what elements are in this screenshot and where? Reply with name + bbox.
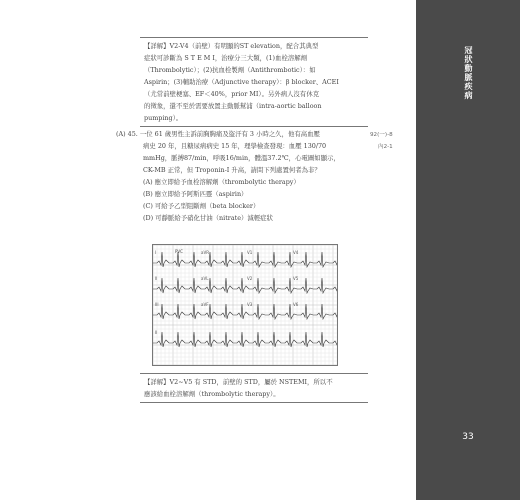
explanation-bottom-rule: [140, 126, 368, 127]
explanation-2-top-rule: [140, 373, 368, 374]
explanation-2: [144, 376, 333, 400]
exam-reference-2: 內2-1: [378, 144, 393, 150]
exam-reference: 92(一)-8: [370, 132, 393, 138]
ecg-lead-label: aVR: [201, 250, 209, 255]
option-b: (B) 應立即給予阿斯匹靈（aspirin）: [143, 190, 248, 198]
chapter-title: 冠狀動脈疾病: [464, 46, 473, 100]
ecg-lead-label: V2: [247, 276, 253, 281]
ecg-lead-label: V3: [247, 302, 253, 307]
explanation-top-rule: [140, 37, 368, 38]
ecg-pvc-label: PVC: [175, 249, 183, 254]
ecg-lead-label: V5: [293, 276, 299, 281]
ecg-lead-label: aVF: [201, 302, 209, 307]
ecg-lead-label: III: [155, 302, 159, 307]
explanation-2-line: 應該給血栓溶解劑（thrombolytic therapy）。: [144, 390, 280, 398]
page-number: 33: [462, 432, 474, 442]
option-c: (C) 可給予乙型阻斷劑（beta blocker）: [143, 202, 260, 210]
explanation-1-line: Aspirin；(3)輔助治療（Adjunctive therapy）：β blocker、ACEI: [144, 78, 339, 86]
explanation-1-line: （Thrombolytic）；(2)抗血栓製劑（Antithrombotic）：如: [144, 66, 316, 74]
explanation-1-line: 的徵象，還不至於需要放置主動脈幫浦（intra-aortic balloon: [144, 102, 322, 110]
chapter-sidebar: [416, 0, 520, 500]
explanation-1: [144, 40, 339, 124]
ecg-lead-label: V1: [247, 250, 253, 255]
option-d: (D) 可靜脈給予硝化甘油（nitrate）減輕症狀: [143, 214, 273, 222]
ecg-figure: [152, 244, 338, 366]
option-a: (A) 應立即給予血栓溶解劑（thrombolytic therapy）: [143, 178, 300, 186]
ecg-lead-label: I: [155, 250, 157, 255]
question-line: CK-MB 正常，但 Troponin-I 升高，請問下列處置何者為非？: [143, 166, 321, 174]
explanation-1-line: 症狀可診斷為 S T E M I，治療分三大類，(1)血栓溶解劑: [144, 54, 308, 62]
question-line: (A) 45. 一位 61 歲男性主訴前胸胸痛及盜汗有 3 小時之久，他有高血壓: [116, 130, 320, 138]
explanation-2-line: 【詳解】V2~V5 有 STD，前壁的 STD，屬於 NSTEMI，所以不: [144, 378, 333, 386]
question-line: 病史 20 年，且糖尿病病史 15 年，理學檢查發現：血壓 130/70: [143, 142, 327, 150]
ecg-tracing: [153, 245, 337, 365]
explanation-1-line: （尤常前壁梗塞、EF＜40%，prior MI）。另外病人沒有休克: [144, 90, 320, 98]
ecg-lead-label: II: [155, 276, 158, 281]
explanation-2-bottom-rule: [140, 402, 368, 403]
ecg-lead-label: aVL: [201, 276, 209, 281]
answer-options: [143, 176, 300, 224]
explanation-1-line: pumping）。: [144, 114, 183, 122]
question-line: mmHg，脈搏87/min，呼吸16/min，體溫37.2℃，心電圖如顯示，: [143, 154, 340, 162]
explanation-1-line: 【詳解】V2-V4（前壁）有明顯的ST elevation，配合其典型: [144, 42, 319, 50]
ecg-lead-label: V6: [293, 302, 299, 307]
question-stem: [116, 128, 340, 176]
ecg-lead-label: II: [155, 330, 158, 335]
ecg-lead-label: V4: [293, 250, 299, 255]
